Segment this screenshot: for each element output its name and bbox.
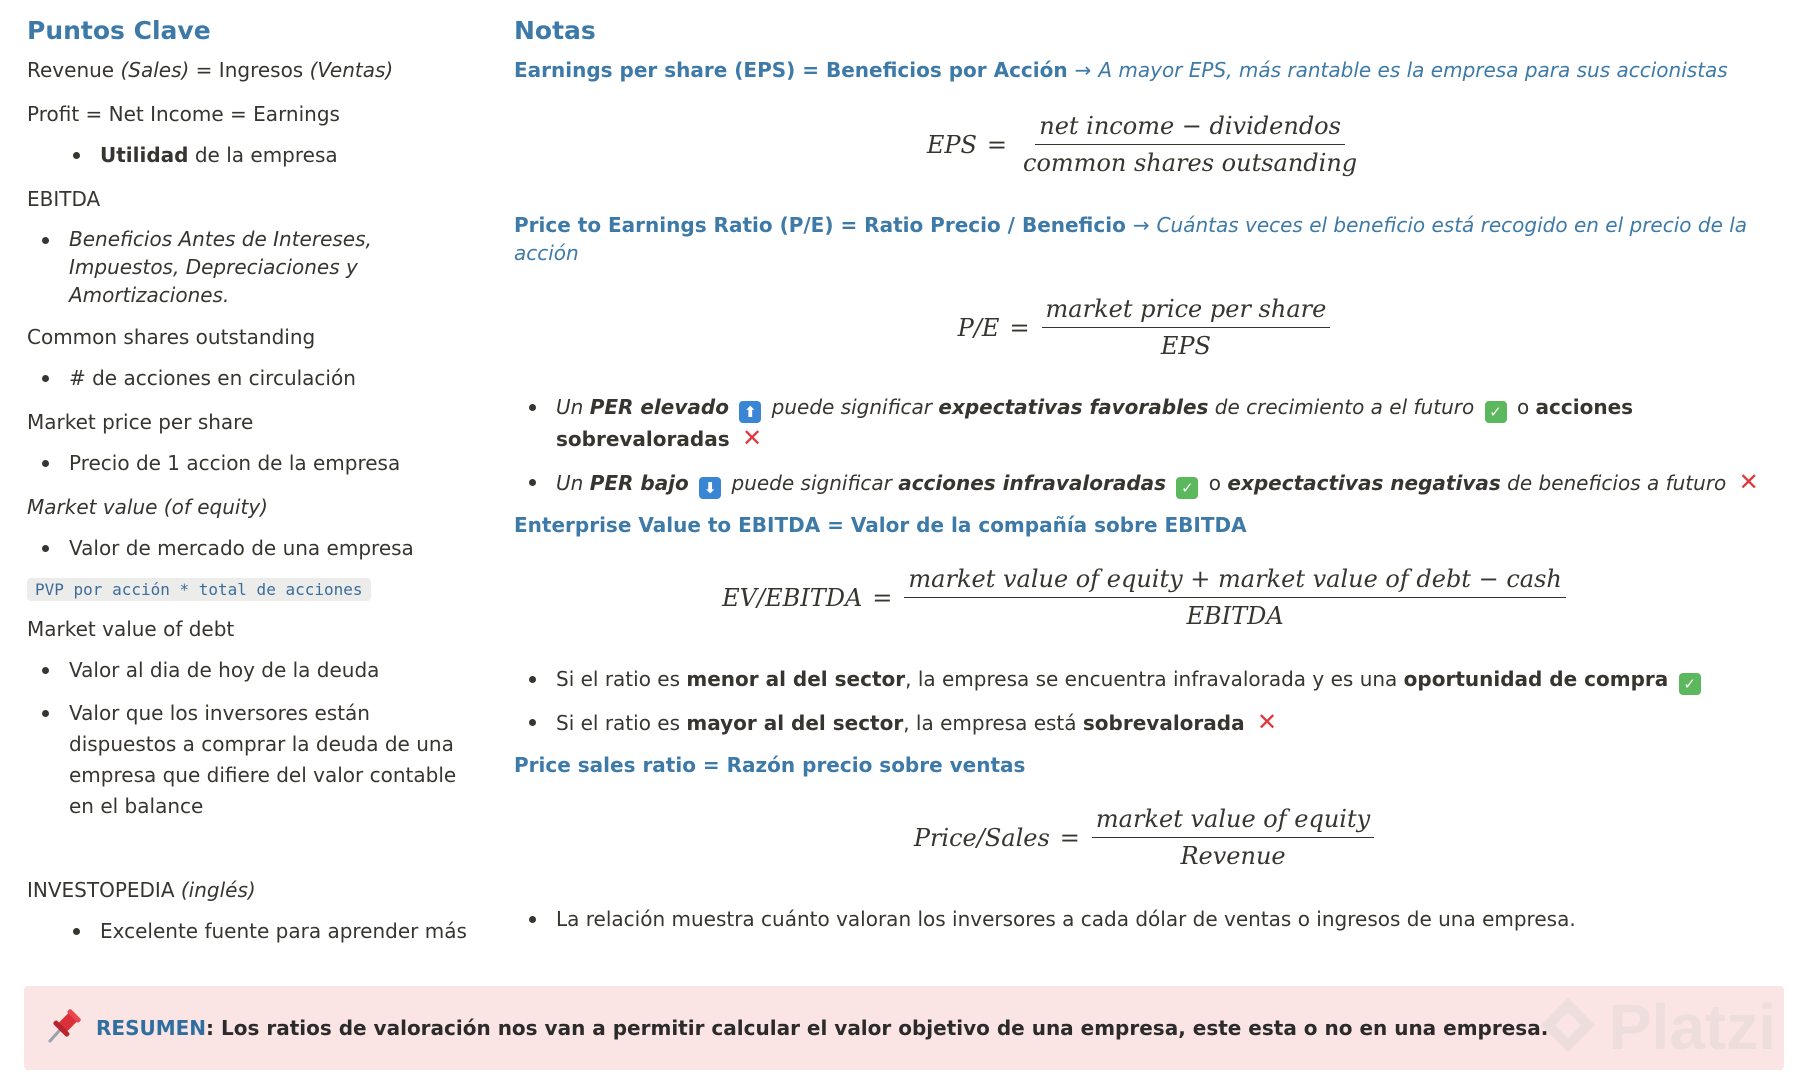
revenue-definition: Revenue (Sales) = Ingresos (Ventas) <box>27 58 394 82</box>
cross-icon: ✕ <box>1738 468 1759 496</box>
list-item: Utilidad de la empresa <box>27 140 467 171</box>
ev-heading: Enterprise Value to EBITDA = Valor de la compañía sobre EBITDA <box>514 513 1247 537</box>
pe-list <box>514 392 1774 499</box>
check-icon: ✓ <box>1485 401 1507 423</box>
resumen-callout <box>24 986 1784 1070</box>
list-item: Valor que los inversores están dispuestos a comprar la deuda de una empresa que difiere del valor contable en el balance <box>27 698 467 822</box>
ebitda-list <box>27 225 467 309</box>
eps-formula: EPS = $\frac{\text{net income − dividendos}}{\text{common shares outsanding}}$ <box>514 112 1774 177</box>
list-item: # de acciones en circulación <box>27 363 467 394</box>
profit-definition: Profit = Net Income = Earnings <box>27 102 340 126</box>
ps-heading: Price sales ratio = Razón precio sobre ventas <box>514 753 1026 777</box>
pe-formula: P/E = $\frac{\text{market price per share}}{\text{EPS}}$ <box>514 295 1774 360</box>
mpps-heading: Market price per share <box>27 410 254 434</box>
ps-formula: Price/Sales = $\frac{\text{market value of equity}}{\text{Revenue}}$ <box>514 805 1774 870</box>
list-item: Valor de mercado de una empresa <box>27 533 467 564</box>
fraction: $\frac{\text{market value of equity + market value of debt − cash}}{\text{EBITDA}}$ <box>904 565 1565 630</box>
list-item: Precio de 1 accion de la empresa <box>27 448 467 479</box>
check-icon: ✓ <box>1176 477 1198 499</box>
list-item: Un PER bajo ⬇ puede significar acciones infravaloradas ✓ o expectactivas negativas de beneficios a futuro ✕ <box>514 467 1774 499</box>
fraction: $\frac{\text{market price per share}}{\text{EPS}}$ <box>1042 295 1331 360</box>
platzi-watermark: Platzi <box>1533 990 1776 1064</box>
arrow-right-icon: → <box>1074 58 1092 82</box>
resumen-label: RESUMEN <box>96 1016 207 1040</box>
notas-title: Notas <box>514 16 596 45</box>
list-item: Beneficios Antes de Intereses, Impuestos, Depreciaciones y Amortizaciones. <box>27 225 467 309</box>
mvd-list <box>27 655 467 822</box>
ev-formula: EV/EBITDA = $\frac{\text{market value of equity + market value of debt − cash}}{\text{EBITDA}}$ <box>514 565 1774 630</box>
pe-heading: Price to Earnings Ratio (P/E) = Ratio Precio / Beneficio → Cuántas veces el beneficio está recogido en el precio de la acción <box>514 213 1748 265</box>
mvd-heading: Market value of debt <box>27 617 235 641</box>
list-item: La relación muestra cuánto valoran los inversores a cada dólar de ventas o ingresos de una empresa. <box>514 904 1774 935</box>
cross-icon: ✕ <box>741 424 763 452</box>
fraction: $\frac{\text{market value of equity}}{\text{Revenue}}$ <box>1092 805 1374 870</box>
ev-list <box>514 664 1774 739</box>
profit-list <box>27 140 467 171</box>
shares-list <box>27 363 467 394</box>
mpps-list <box>27 448 467 479</box>
investopedia-list <box>27 916 467 947</box>
puntos-clave-column <box>27 14 467 961</box>
investopedia-heading: INVESTOPEDIA (inglés) <box>27 878 256 902</box>
puntos-clave-title: Puntos Clave <box>27 16 211 45</box>
inline-code: PVP por acción * total de acciones <box>27 578 371 601</box>
list-item: Valor al dia de hoy de la deuda <box>27 655 467 686</box>
arrow-up-icon: ⬆ <box>739 401 761 423</box>
notas-column <box>514 14 1774 949</box>
platzi-logo-icon <box>1533 992 1603 1062</box>
arrow-right-icon: → <box>1132 213 1150 237</box>
shares-heading: Common shares outstanding <box>27 325 316 349</box>
arrow-down-icon: ⬇ <box>699 477 721 499</box>
cross-icon: ✕ <box>1256 708 1278 736</box>
ps-list <box>514 904 1774 935</box>
list-item: Un PER elevado ⬆ puede significar expectativas favorables de crecimiento a el futuro ✓ o acciones sobrevaloradas ✕ <box>514 392 1774 455</box>
resumen-text: : Los ratios de valoración nos van a permitir calcular el valor objetivo de una empresa, este esta o no en una empresa. <box>206 1016 1549 1040</box>
ebitda-heading: EBITDA <box>27 187 101 211</box>
pushpin-icon <box>42 1008 82 1048</box>
list-item: Si el ratio es mayor al del sector, la empresa está sobrevalorada ✕ <box>514 707 1774 739</box>
list-item: Si el ratio es menor al del sector, la empresa se encuentra infravalorada y es una oportunidad de compra ✓ <box>514 664 1774 695</box>
list-item: Excelente fuente para aprender más <box>27 916 467 947</box>
mve-heading: Market value (of equity) <box>27 495 268 519</box>
check-icon: ✓ <box>1679 673 1701 695</box>
mve-list <box>27 533 467 564</box>
eps-heading: Earnings per share (EPS) = Beneficios por Acción → A mayor EPS, más rantable es la empresa para sus accionistas <box>514 58 1728 82</box>
fraction: $\frac{\text{net income − dividendos}}{\text{common shares outsanding}}$ <box>1023 112 1358 177</box>
